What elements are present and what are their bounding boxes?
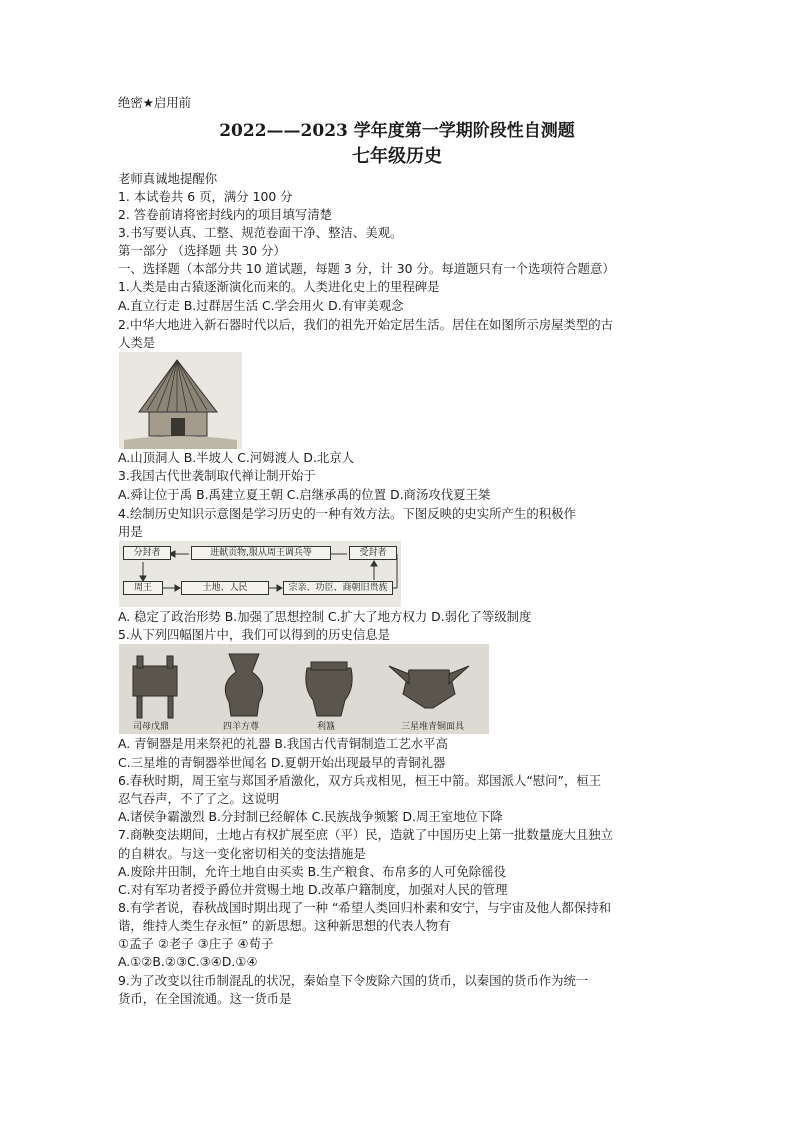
q3-stem: 3.我国古代世袭制取代禅让制开始于 bbox=[118, 468, 316, 483]
q6-options: A.诸侯争霸激烈 B.分封制已经解体 C.民族战争频繁 D.周王室地位下降 bbox=[118, 809, 503, 824]
q2-stem-2: 人类是 bbox=[118, 335, 156, 350]
notice-heading: 老师真诚地提醒你 bbox=[118, 171, 218, 186]
q9-stem-2: 货币，在全国流通。这一货币是 bbox=[118, 991, 292, 1006]
diagram-nobles: 宗亲、功臣、商朝旧贵族 bbox=[283, 581, 393, 595]
q7-stem-2: 的自耕农。与这一变化密切相关的变法措施是 bbox=[118, 846, 366, 861]
part-heading: 第一部分 （选择题 共 30 分） bbox=[118, 243, 286, 258]
q7-options-2: C.对有军功者授予爵位并赏赐土地 D.改革户籍制度，加强对人民的管理 bbox=[118, 882, 508, 897]
q5-options-1: A. 青铜器是用来祭祀的礼器 B.我国古代青铜制造工艺水平高 bbox=[118, 736, 448, 751]
q9-stem-1: 9.为了改变以往币制混乱的状况，秦始皇下令废除六国的货币，以秦国的货币作为统一 bbox=[118, 973, 589, 988]
diagram-land-people: 土地、人民 bbox=[181, 581, 269, 595]
secret-label: 绝密★启用前 bbox=[118, 95, 192, 110]
q8-stem-2: 谐，维持人类生存永恒” 的新思想。这种新思想的代表人物有 bbox=[118, 918, 451, 933]
q7-stem-1: 7.商鞅变法期间，土地占有权扩展至庶（平）民，造就了中国历史上第一批数量庞大且独立 bbox=[118, 827, 614, 842]
q2-stem-1: 2.中华大地进入新石器时代以后，我们的祖先开始定居生活。居住在如图所示房屋类型的古 bbox=[118, 317, 614, 332]
diagram-vassal: 受封者 bbox=[349, 546, 397, 560]
caption-sanxingdui-mask: 三星堆青铜面具 bbox=[401, 722, 465, 732]
diagram-zhou-king: 周王 bbox=[123, 581, 163, 595]
q8-options: A.①②B.②③C.③④D.①④ bbox=[118, 954, 258, 969]
q8-stem-1: 8.有学者说，春秋战国时期出现了一种 “希望人类回归朴素和安宁，与宇宙及他人都保持和 bbox=[118, 900, 612, 915]
caption-simuwu-ding: 司母戊鼎 bbox=[133, 722, 170, 732]
q1-stem: 1.人类是由古猿逐渐演化而来的。人类进化史上的里程碑是 bbox=[118, 279, 440, 294]
q7-options-1: A.废除井田制，允许土地自由买卖 B.生产粮食、布帛多的人可免除徭役 bbox=[118, 864, 506, 879]
q5-stem: 5.从下列四幅图片中，我们可以得到的历史信息是 bbox=[118, 627, 391, 642]
diagram-tribute: 进献贡物,服从周王调兵等 bbox=[191, 546, 331, 560]
bronze-images bbox=[119, 644, 489, 734]
exam-title: 2022——2023 学年度第一学期阶段性自测题 bbox=[219, 121, 575, 141]
q4-stem-1: 4.绘制历史知识示意图是学习历史的一种有效方法。下图反映的史实所产生的积极作 bbox=[118, 506, 576, 521]
exam-subtitle: 七年级历史 bbox=[352, 146, 442, 167]
hut-image bbox=[119, 352, 242, 449]
q5-options-2: C.三星堆的青铜器举世闻名 D.夏朝开始出现最早的青铜礼器 bbox=[118, 755, 446, 770]
caption-siyang-fangzun: 四羊方尊 bbox=[223, 722, 260, 732]
notice-item-1: 1. 本试卷共 6 页，满分 100 分 bbox=[118, 189, 293, 204]
q6-stem-1: 6.春秋时期，周王室与郑国矛盾激化，双方兵戎相见，桓王中箭。郑国派人“慰问”，桓王 bbox=[118, 773, 602, 788]
fengjian-diagram bbox=[119, 541, 401, 607]
diagram-feudal-lord: 分封者 bbox=[123, 546, 171, 560]
q2-options: A.山顶洞人 B.半坡人 C.河姆渡人 D.北京人 bbox=[118, 450, 354, 465]
caption-li-gui: 利簋 bbox=[317, 722, 336, 732]
q4-options: A. 稳定了政治形势 B.加强了思想控制 C.扩大了地方权力 D.弱化了等级制度 bbox=[118, 609, 532, 624]
notice-item-3: 3.书写要认真、工整、规范卷面干净、整洁、美观。 bbox=[118, 225, 403, 240]
q8-people: ①孟子 ②老子 ③庄子 ④荀子 bbox=[118, 936, 274, 951]
q4-stem-2: 用是 bbox=[118, 524, 143, 539]
q1-options: A.直立行走 B.过群居生活 C.学会用火 D.有审美观念 bbox=[118, 298, 404, 313]
section-heading: 一、选择题（本部分共 10 道试题，每题 3 分，计 30 分。每道题只有一个选项符合题意） bbox=[118, 261, 615, 276]
notice-item-2: 2. 答卷前请将密封线内的项目填写清楚 bbox=[118, 207, 333, 222]
q3-options: A.舜让位于禹 B.禹建立夏王朝 C.启继承禹的位置 D.商汤攻伐夏王桀 bbox=[118, 487, 491, 502]
q6-stem-2: 忍气吞声，不了了之。这说明 bbox=[118, 791, 280, 806]
